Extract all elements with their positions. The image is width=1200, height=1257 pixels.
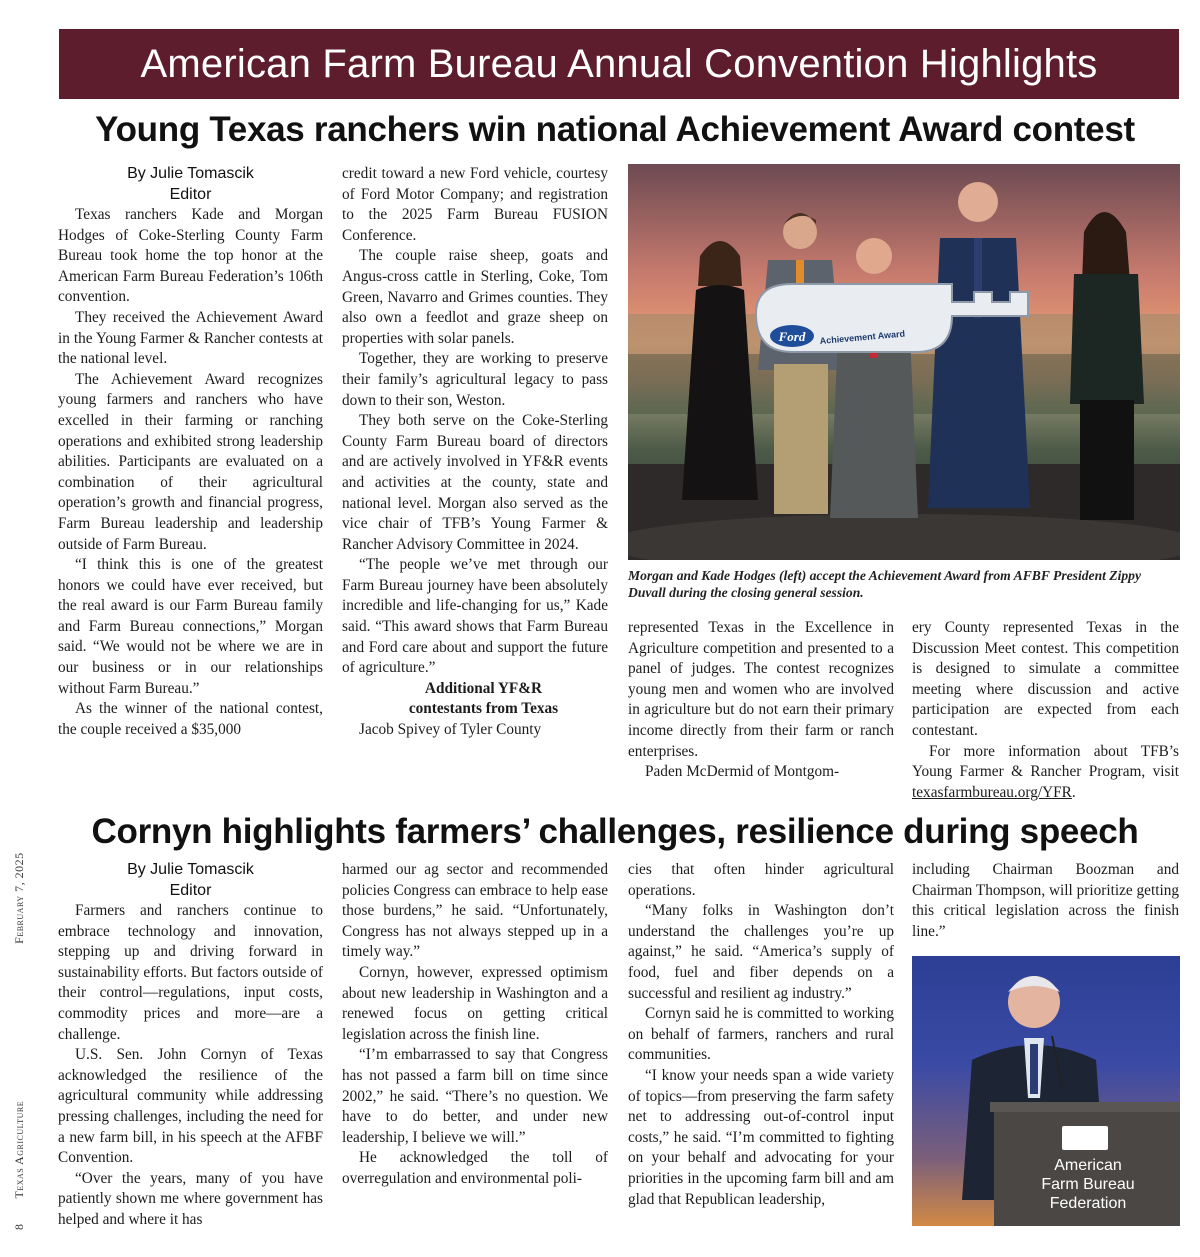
paragraph: Cornyn, however, expressed optimism about new leadership in Washington and a renewed focus on getting critical legislation across the finish line. [342,963,608,1043]
paragraph: including Chairman Boozman and Chairman Thompson, will prioritize getting this critical legislation across the finish line.” [912,861,1179,940]
paragraph-text: For more information about TFB’s Young Farmer & Rancher Program, visit [912,742,1179,781]
paragraph: “Over the years, many of you have patiently shown me where government has helped and where it has [58,1169,323,1228]
article2-column-1 [58,860,323,1231]
issue-date: February 7, 2025 [12,852,26,944]
person-figure [928,182,1030,508]
paragraph: As the winner of the national contest, the couple received a $35,000 [58,700,323,738]
award-brand-text: Ford [778,329,806,344]
article1-column-4 [912,618,1179,803]
paragraph: “I think this is one of the greatest honors we could have ever received, but the real award is our Farm Bureau family and Farm Bureau connections,” Morgan said. “We would not be where we are in our business or in our relationships without Farm Bureau.” [58,556,323,697]
podium-text-line2: Farm Bureau [1041,1176,1135,1193]
article1-headline: Young Texas ranchers win national Achievement Award contest [95,110,1135,149]
article2-column-3 [628,860,894,1210]
yfr-program-link[interactable]: texasfarmbureau.org/YFR [912,783,1072,801]
afbf-logo-icon [1062,1126,1108,1150]
article2-column-4 [912,860,1179,942]
paragraph: The Achievement Award recognizes young farmers and ranchers who have excelled in their farming or ranching operations and exhibited strong leadership abilities. Participants are evaluated on a combination of their agricultural operation’s growth and financial progress, Farm Bureau leadership and leadership outside of Farm Bureau. [58,370,323,553]
paragraph: He acknowledged the toll of overregulation and environmental poli- [342,1149,608,1187]
paragraph: Texas ranchers Kade and Morgan Hodges of Coke-Sterling County Farm Bureau took home the top honor at the American Farm Bureau Federation’s 106th convention. [58,206,323,306]
subhead: contestants from Texas [408,700,559,718]
publication-name: Texas Agriculture [12,1100,26,1199]
paragraph: “I know your needs span a wide variety of topics—from preserving the farm safety net to addressing out-of-control input costs,” he said. “I’m committed to fighting on your behalf and advocating for your priorities in the upcoming farm bill and am glad that Republican leadership, [628,1066,894,1208]
paragraph: “I’m embarrassed to say that Congress has not passed a farm bill on time since 2002,” he said. “There’s no question. We have to do better, and under new leadership, I believe we will.” [342,1046,608,1146]
paragraph: Together, they are working to preserve their family’s agricultural legacy to pass down to their son, Weston. [342,350,608,409]
cornyn-photo [912,956,1180,1226]
paragraph: credit toward a new Ford vehicle, courtesy of Ford Motor Company; and registration to the 2025 Farm Bureau FUSION Conference. [342,165,608,244]
paragraph: harmed our ag sector and recommended policies Congress can embrace to help ease those burdens,” he said. “Unfortunately, Congress has not always stepped up in a timely way.” [342,861,608,961]
award-label-text: Achievement Award [819,328,906,346]
article1-byline-name: By Julie Tomascik [127,165,254,182]
article1-column-2 [342,164,608,741]
section-banner [59,29,1179,99]
paragraph: ery County represented Texas in the Discussion Meet contest. This competition is designed to simulate a committee meeting where discussion and active participation are expected from each contestant. [912,619,1179,739]
article1-column-3 [628,618,894,783]
article1-column-1 [58,164,323,740]
paragraph: represented Texas in the Excellence in Agriculture competition and presented to a panel of judges. The contest recognizes young men and women who are involved in agriculture but do not earn their primary income directly from their farm or ranch enterprises. [628,619,894,760]
article2-byline-role: Editor [169,881,212,899]
award-photo [628,164,1180,560]
paragraph: They received the Achievement Award in the Young Farmer & Rancher contests at the national level. [58,308,323,368]
paragraph: Paden McDermid of Montgom- [645,763,840,781]
award-photo-graphic [628,164,1180,560]
paragraph [912,742,1179,804]
person-figure [682,241,758,500]
article2-headline: Cornyn highlights farmers’ challenges, resilience during speech [91,812,1139,851]
paragraph: Jacob Spivey of Tyler County [359,721,542,739]
paragraph: Farmers and ranchers continue to embrace technology and innovation, stepping up and driving forward in sustainability efforts. But factors outside of their control—regulations, input costs, commodity prices and more—are a challenge. [58,902,323,1043]
cornyn-photo-graphic [912,956,1180,1226]
award-photo-caption: Morgan and Kade Hodges (left) accept the Achievement Award from AFBF President Zippy Duvall during the closing general session. [628,568,1142,600]
podium [990,1102,1180,1226]
article2-column-2 [342,860,608,1190]
paragraph: The couple raise sheep, goats and Angus-cross cattle in Sterling, Coke, Tom Green, Navarro and Grimes counties. They also own a feedlot and graze sheep on properties with solar panels. [342,247,608,347]
paragraph: “Many folks in Washington don’t understand the challenges you’re up against,” he said. “America’s supply of food, fuel and fiber depends on a successful and resilient ag industry.” [628,902,894,1002]
person-figure [830,238,918,518]
page-number: 8 [12,1223,26,1230]
paragraph: U.S. Sen. John Cornyn of Texas acknowledged the resilience of the agricultural community while addressing pressing challenges, including the need for a new farm bill, in his speech at the AFBF Convention. [58,1046,323,1167]
paragraph: “The people we’ve met through our Farm Bureau journey have been absolutely incredible and life-changing for us,” Kade said. “This award shows that Farm Bureau and Ford care about and support the future of agriculture.” [342,556,608,677]
section-banner-title: American Farm Bureau Annual Convention Highlights [140,41,1098,86]
paragraph: Cornyn said he is committed to working on behalf of farmers, ranchers and rural communities. [628,1005,894,1064]
podium-text-line3: Federation [1049,1195,1127,1212]
link-period: . [1071,783,1076,801]
article1-byline-role: Editor [169,185,212,203]
page-folio [12,852,27,1230]
paragraph: cies that often hinder agricultural operations. [628,861,894,899]
paragraph: They both serve on the Coke-Sterling County Farm Bureau board of directors and are actively involved in YF&R events and activities at the county, state and national level. Morgan also served as the vice chair of TFB’s Young Farmer & Rancher Advisory Committee in 2024. [342,412,608,553]
subhead: Additional YF&R [424,679,543,697]
article2-byline-name: By Julie Tomascik [127,861,254,878]
person-figure [1070,212,1144,520]
podium-text-line1: American [1054,1157,1122,1174]
